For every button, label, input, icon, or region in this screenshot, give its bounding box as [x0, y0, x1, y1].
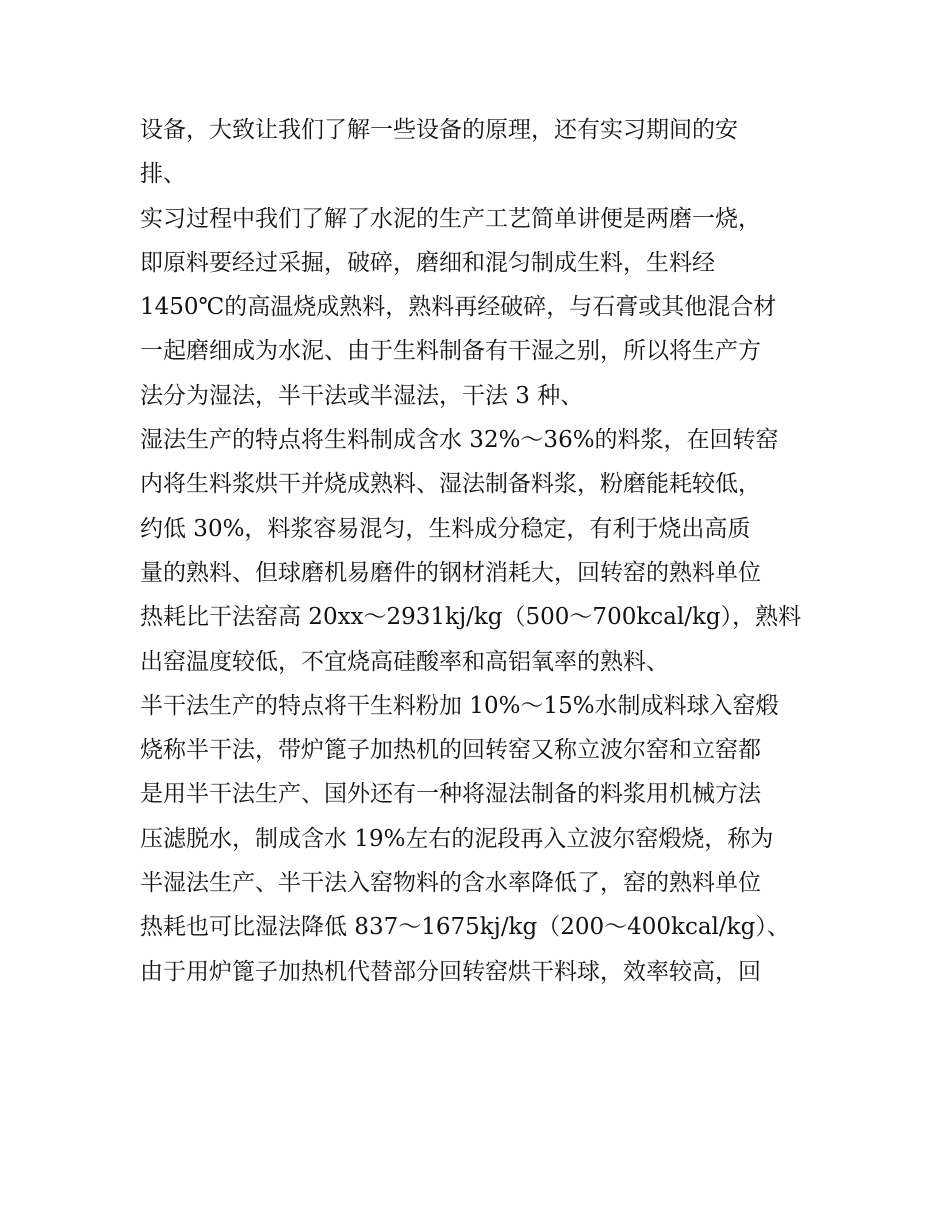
text-line: 一起磨细成为水泥、由于生料制备有干湿之别，所以将生产方 — [140, 338, 761, 365]
text-line: 出窑温度较低，不宜烧高硅酸率和高铝氧率的熟料、 — [140, 648, 669, 675]
text-line: 排、 — [140, 161, 186, 188]
text-line: 设备，大致让我们了解一些设备的原理，还有实习期间的安 — [140, 117, 738, 143]
text-line: 湿法生产的特点将生料制成含水 32%～36%的料浆，在回转窑 — [140, 427, 779, 454]
text-line: 半湿法生产、半干法入窑物料的含水率降低了，窑的熟料单位 — [140, 870, 761, 897]
text-line: 实习过程中我们了解了水泥的生产工艺简单讲便是两磨一烧， — [140, 205, 761, 232]
text-line: 由于用炉篦子加热机代替部分回转窑烘干料球，效率较高，回 — [140, 958, 761, 985]
text-line: 热耗也可比湿法降低 837～1675kj/kg（200～400kcal/kg）、 — [140, 914, 790, 941]
text-line: 压滤脱水，制成含水 19%左右的泥段再入立波尔窑煅烧，称为 — [140, 825, 774, 852]
text-line: 约低 30%，料浆容易混匀，生料成分稳定，有利于烧出高质 — [140, 515, 751, 542]
text-line: 1450℃的高温烧成熟料，熟料再经破碎，与石膏或其他混合材 — [140, 294, 777, 321]
text-line: 内将生料浆烘干并烧成熟料、湿法制备料浆，粉磨能耗较低， — [140, 471, 761, 498]
text-line: 即原料要经过采掘，破碎，磨细和混匀制成生料，生料经 — [140, 249, 715, 276]
text-line: 是用半干法生产、国外还有一种将湿法制备的料浆用机械方法 — [140, 781, 761, 808]
text-line: 热耗比干法窑高 20xx～2931kj/kg（500～700kcal/kg），熟料 — [140, 604, 802, 631]
text-line: 烧称半干法，带炉篦子加热机的回转窑又称立波尔窑和立窑都 — [140, 737, 761, 764]
text-line: 半干法生产的特点将干生料粉加 10%～15%水制成料球入窑煅 — [140, 692, 779, 719]
text-line: 法分为湿法，半干法或半湿法，干法 3 种、 — [140, 382, 584, 409]
body-text — [140, 108, 830, 994]
text-line: 量的熟料、但球磨机易磨件的钢材消耗大，回转窑的熟料单位 — [140, 559, 761, 586]
